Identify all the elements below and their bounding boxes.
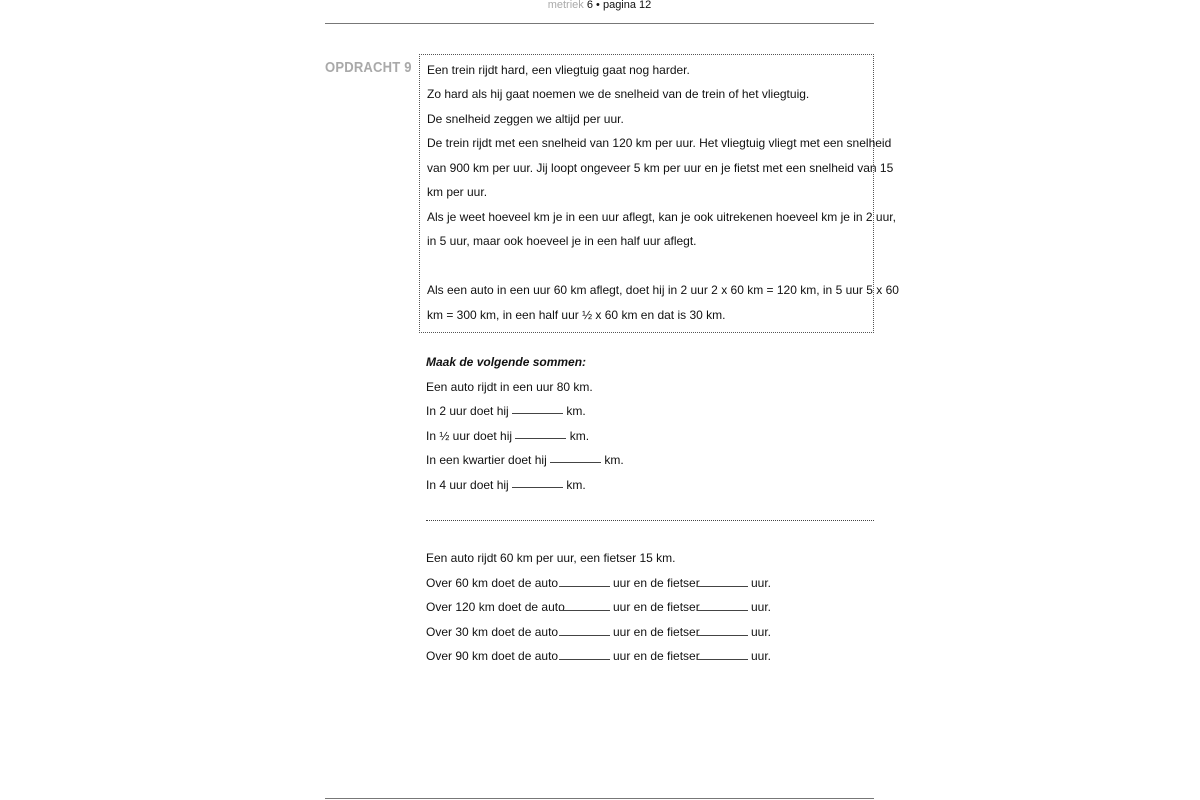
info-box — [419, 54, 899, 333]
info-line: van 900 km per uur. Jij loopt ongeveer 5 km per uur en je fietst met een snelheid van 15 — [427, 161, 894, 175]
info-line: Een trein rijdt hard, een vliegtuig gaat nog harder. — [427, 63, 690, 77]
info-line: De trein rijdt met een snelheid van 120 km per uur. Het vliegtuig vliegt met een snelheid — [427, 136, 892, 150]
header-bullet: • — [596, 0, 600, 11]
info-line: km = 300 km, in een half uur ½ x 60 km en dat is 30 km. — [427, 308, 726, 322]
question-middle: uur en de fietser — [613, 625, 700, 639]
section-divider — [426, 520, 874, 521]
answer-blank[interactable] — [512, 487, 563, 488]
question-unit: uur. — [751, 625, 772, 639]
page-number: pagina 12 — [602, 0, 652, 11]
question-unit: km. — [566, 478, 586, 492]
header-rule — [325, 23, 874, 24]
info-line: Als je weet hoeveel km je in een uur aflegt, kan je ook uitrekenen hoeveel km je in 2 uur, — [427, 210, 896, 224]
series-number: 6 — [586, 0, 593, 11]
question-line — [426, 625, 786, 639]
question-unit: km. — [566, 404, 586, 418]
answer-blank[interactable] — [512, 413, 563, 414]
series-name: metriek — [547, 0, 584, 11]
instruction-heading: Maak de volgende sommen: — [426, 355, 587, 369]
question-unit: km. — [604, 453, 624, 467]
answer-blank-fietser[interactable] — [697, 635, 748, 636]
info-line: km per uur. — [427, 185, 488, 199]
answer-blank-fietser[interactable] — [697, 659, 748, 660]
question-line — [426, 649, 786, 663]
question-line — [426, 404, 586, 418]
question-text: In 4 uur doet hij — [426, 478, 509, 492]
answer-blank-fietser[interactable] — [697, 586, 748, 587]
question-text: Over 60 km doet de auto — [426, 576, 559, 590]
question-middle: uur en de fietser — [613, 649, 700, 663]
question-text: Over 120 km doet de auto — [426, 600, 565, 614]
answer-blank-auto[interactable] — [559, 635, 610, 636]
question-middle: uur en de fietser — [613, 600, 700, 614]
footer-rule — [325, 798, 874, 799]
question-text: In een kwartier doet hij — [426, 453, 547, 467]
problem-intro: Een auto rijdt in een uur 80 km. — [426, 380, 593, 394]
info-line: in 5 uur, maar ook hoeveel je in een half uur aflegt. — [427, 234, 697, 248]
question-text: In ½ uur doet hij — [426, 429, 513, 443]
answer-blank-auto[interactable] — [559, 610, 610, 611]
question-unit: uur. — [751, 649, 772, 663]
question-unit: uur. — [751, 576, 772, 590]
page-header — [325, 0, 874, 12]
question-line — [426, 453, 624, 467]
question-text: Over 90 km doet de auto — [426, 649, 559, 663]
answer-blank[interactable] — [515, 438, 566, 439]
answer-blank-auto[interactable] — [559, 586, 610, 587]
exercise-label: OPDRACHT 9 — [325, 60, 412, 76]
problem-intro: Een auto rijdt 60 km per uur, een fietser 15 km. — [426, 551, 676, 565]
question-line — [426, 600, 786, 614]
answer-blank[interactable] — [550, 462, 601, 463]
answer-blank-fietser[interactable] — [697, 610, 748, 611]
answer-blank-auto[interactable] — [559, 659, 610, 660]
info-line: Zo hard als hij gaat noemen we de snelheid van de trein of het vliegtuig. — [427, 87, 810, 101]
question-text: In 2 uur doet hij — [426, 404, 509, 418]
question-unit: km. — [569, 429, 590, 443]
question-middle: uur en de fietser — [613, 576, 700, 590]
info-line: Als een auto in een uur 60 km aflegt, doet hij in 2 uur 2 x 60 km = 120 km, in 5 uur 5 x 60 — [427, 283, 899, 297]
question-line — [426, 478, 586, 492]
question-line — [426, 429, 589, 443]
question-unit: uur. — [751, 600, 772, 614]
question-line — [426, 576, 786, 590]
info-line: De snelheid zeggen we altijd per uur. — [427, 112, 624, 126]
question-text: Over 30 km doet de auto — [426, 625, 559, 639]
